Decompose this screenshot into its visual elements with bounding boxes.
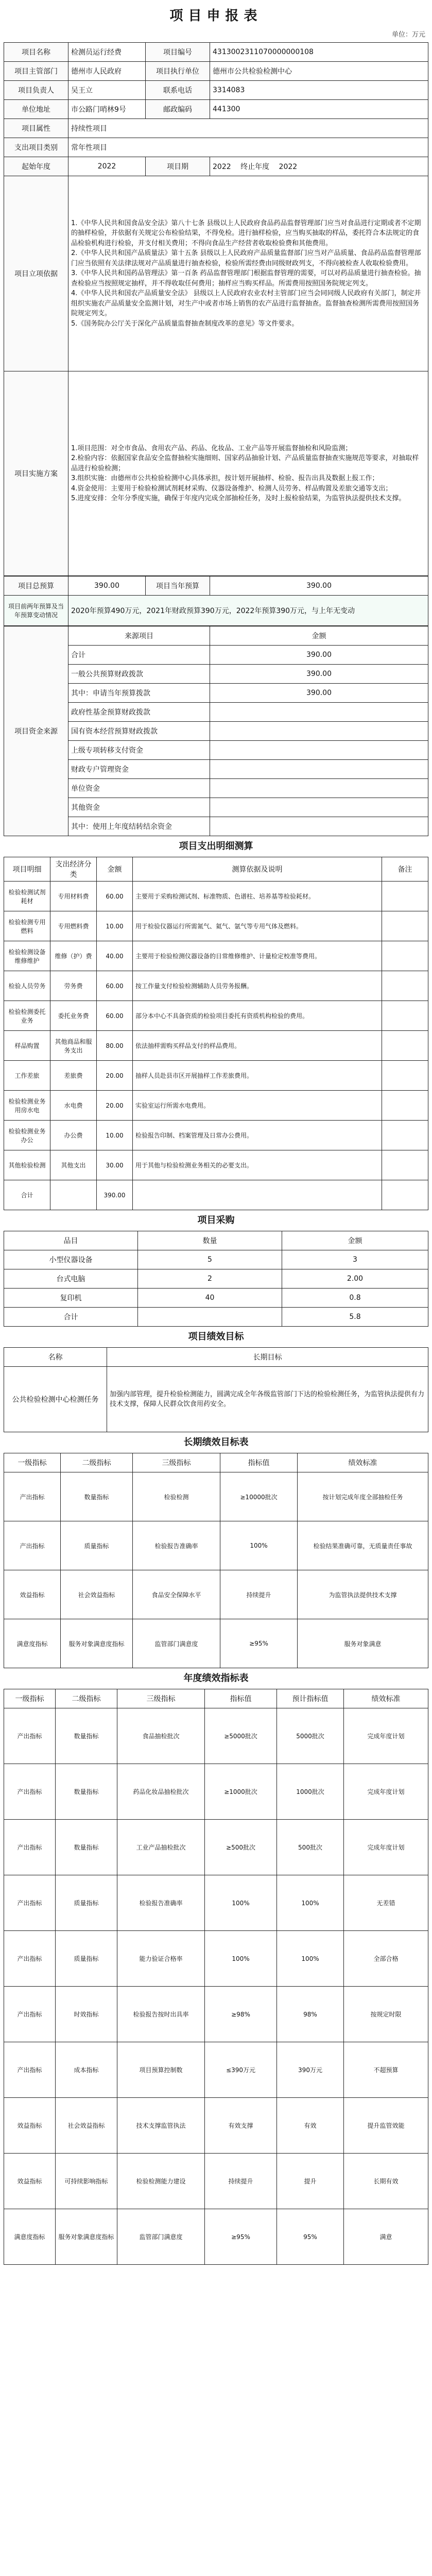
detail-row [4,1001,428,1031]
detail-note [382,1150,428,1180]
yr-header: 指标值 [205,1689,277,1708]
yr-exp: 100% [277,1931,344,1987]
yr-exp: 98% [277,1987,344,2042]
funding-amount: 390.00 [210,646,428,665]
perf-goal-text: 加强内部管理，提升检验检测能力，圆满完成全年各级监管部门下达的检验检测任务，为监管执法提供有力技术支撑，保障人民群众饮食用药安全。 [107,1367,428,1432]
lt-header: 指标值 [220,1453,298,1472]
lt-header: 一级指标 [4,1453,61,1472]
yr-l1: 产出指标 [4,2042,56,2098]
proc-amount: 3 [282,1250,428,1269]
yr-title: 年度绩效指标表 [183,1673,249,1684]
lt-l3: 食品安全保障水平 [133,1570,220,1619]
detail-amount: 20.00 [97,1091,133,1121]
detail-desc: 检验报告印制、档案管理及日常办公费用。 [133,1121,382,1150]
funding-source: 一般公共预算财政拨款 [68,665,210,684]
funding-amount [210,779,428,798]
yr-l3: 能力验证合格率 [117,1931,205,1987]
yr-l1: 产出指标 [4,1820,56,1875]
detail-desc: 抽样人员赴县市区开展抽样工作差旅费用。 [133,1061,382,1091]
detail-amount: 60.00 [97,971,133,1001]
funding-amount [210,817,428,836]
funding-source: 其中：使用上年度结转结余资金 [68,817,210,836]
yr-val: ≤390万元 [205,2042,277,2098]
yr-val: ≥95% [205,2209,277,2265]
proc-row [4,1289,428,1308]
detail-amount: 60.00 [97,882,133,911]
perf-goal-table [4,1347,428,1432]
yr-exp: 5000批次 [277,1708,344,1764]
yr-std: 全部合格 [344,1931,428,1987]
funding-amount: 390.00 [210,665,428,684]
detail-note [382,1180,428,1210]
yr-l2: 数量指标 [56,1820,117,1875]
yr-l3: 检验报告按时出具率 [117,1987,205,2042]
detail-desc [133,1180,382,1210]
proc-header: 金额 [282,1231,428,1250]
detail-cls: 专用燃料费 [50,911,97,941]
proc-header: 品目 [4,1231,138,1250]
yr-l3: 监管部门满意度 [117,2209,205,2265]
basic-info-table [4,42,428,576]
lt-l3: 监管部门满意度 [133,1619,220,1668]
detail-desc: 主要用于采购检测试剂、标准物质、色谱柱、培养基等检验耗材。 [133,882,382,911]
yr-l1: 效益指标 [4,2098,56,2154]
yr-exp: 提升 [277,2154,344,2209]
address-label: 单位地址 [4,100,68,119]
name-label: 项目名称 [4,43,68,62]
detail-header: 支出经济分类 [50,857,97,882]
yr-std: 完成年度计划 [344,1764,428,1820]
budget-total-label: 项目总预算 [4,577,68,596]
project-name: 检测员运行经费 [68,43,146,62]
yr-header: 绩效标准 [344,1689,428,1708]
yr-l1: 产出指标 [4,1987,56,2042]
phone-label: 联系电话 [146,81,210,100]
yr-std: 满意 [344,2209,428,2265]
page [4,0,428,2265]
detail-amount: 10.00 [97,1121,133,1150]
lt-val: ≥95% [220,1619,298,1668]
period-label: 项目期 [146,157,210,176]
yr-row [4,1987,428,2042]
budget-year-label: 项目当年预算 [146,577,210,596]
funding-amount [210,722,428,741]
lt-l3: 检验检测 [133,1472,220,1521]
yr-l3: 药品化妆品抽检批次 [117,1764,205,1820]
project-exec: 德州市公共检验检测中心 [210,62,428,81]
detail-desc: 依法抽样需购买样品支付的样品费用。 [133,1031,382,1061]
project-period: 2022 [213,163,231,171]
lt-val: 100% [220,1521,298,1570]
dept-label: 项目主管部门 [4,62,68,81]
proc-item: 小型仪器设备 [4,1250,138,1269]
yr-val: ≥98% [205,1987,277,2042]
yr-l2: 成本指标 [56,2042,117,2098]
lt-l1: 效益指标 [4,1570,61,1619]
detail-note [382,1091,428,1121]
yr-l2: 数量指标 [56,1708,117,1764]
unit-label: 单位：万元 [391,31,425,39]
detail-row [4,1150,428,1180]
budget-table [4,576,428,626]
detail-row [4,1061,428,1091]
detail-amount: 60.00 [97,1001,133,1031]
detail-header: 备注 [382,857,428,882]
yr-l2: 社会效益指标 [56,2098,117,2154]
yr-exp: 有效 [277,2098,344,2154]
lt-val: 持续提升 [220,1570,298,1619]
yr-l3: 检验检测能力建设 [117,2154,205,2209]
yr-exp: 1000批次 [277,1764,344,1820]
yr-l2: 数量指标 [56,1764,117,1820]
yr-l2: 质量指标 [56,1931,117,1987]
yr-table [4,1689,428,2265]
yr-exp: 500批次 [277,1820,344,1875]
yr-val: ≥5000批次 [205,1708,277,1764]
proc-item: 合计 [4,1308,138,1327]
lt-l1: 满意度指标 [4,1619,61,1668]
detail-note [382,1121,428,1150]
funding-source: 国有资本经营预算财政拨款 [68,722,210,741]
funding-source: 单位资金 [68,779,210,798]
project-start: 2022 [68,157,146,176]
yr-l2: 质量指标 [56,1875,117,1931]
detail-desc: 主要用于检验检测仪器设备的日常维修维护、计量检定校准等费用。 [133,941,382,971]
detail-row [4,911,428,941]
yr-row [4,1764,428,1820]
lt-l1: 产出指标 [4,1472,61,1521]
yr-l2: 时效指标 [56,1987,117,2042]
lt-header: 绩效标准 [298,1453,428,1472]
budget-year: 390.00 [210,577,428,596]
yr-val: 100% [205,1931,277,1987]
funding-label: 项目资金来源 [4,626,68,836]
funding-table [4,626,428,836]
yr-l1: 效益指标 [4,2154,56,2209]
yr-l1: 产出指标 [4,1708,56,1764]
funding-source: 合计 [68,646,210,665]
budget-prev: 2020年预算490万元，2021年财政预算390万元，2022年预算390万元，与上年无变动 [68,596,428,626]
yr-exp: 100% [277,1875,344,1931]
perf-title: 项目绩效目标 [188,1331,244,1342]
detail-desc: 按工作量支付检验检测辅助人员劳务报酬。 [133,971,382,1001]
detail-cls: 专用材料费 [50,882,97,911]
yr-val: 持续提升 [205,2154,277,2209]
yr-l2: 服务对象满意度指标 [56,2209,117,2265]
detail-header: 测算依据及说明 [133,857,382,882]
detail-item: 检验检测委托业务 [4,1001,50,1031]
yr-l1: 产出指标 [4,1764,56,1820]
proc-amount: 0.8 [282,1289,428,1308]
lt-l3: 检验报告准确率 [133,1521,220,1570]
detail-cls: 劳务费 [50,971,97,1001]
lt-row [4,1570,428,1619]
detail-note [382,882,428,911]
detail-row [4,1031,428,1061]
detail-desc: 部分本中心不具备资质的检验项目委托有资质机构检验的费用。 [133,1001,382,1031]
lt-std: 服务对象满意 [298,1619,428,1668]
lt-header: 二级指标 [61,1453,133,1472]
lt-l2: 服务对象满意度指标 [61,1619,133,1668]
funding-amount [210,741,428,760]
detail-row [4,882,428,911]
leader-label: 项目负责人 [4,81,68,100]
yr-l3: 食品抽检批次 [117,1708,205,1764]
detail-row [4,971,428,1001]
lt-table [4,1453,428,1668]
yr-row [4,2209,428,2265]
budget-total: 390.00 [68,577,146,596]
lt-l2: 质量指标 [61,1521,133,1570]
project-code: 4313002311070000000108 [210,43,428,62]
detail-desc: 实验室运行所需水电费用。 [133,1091,382,1121]
yr-l3: 技术支撑监管执法 [117,2098,205,2154]
implement-label: 项目实施方案 [4,371,68,576]
yr-l3: 项目预算控制数 [117,2042,205,2098]
page-title: 项目申报表 [169,8,263,24]
yr-l3: 工业产品抽检批次 [117,1820,205,1875]
yr-exp: 390万元 [277,2042,344,2098]
detail-item: 工作差旅 [4,1061,50,1091]
proc-row [4,1308,428,1327]
yr-std: 按规定时限 [344,1987,428,2042]
project-address: 市公路门哨林9号 [68,100,146,119]
yr-row [4,2042,428,2098]
detail-note [382,941,428,971]
yr-std: 无差错 [344,1875,428,1931]
proc-amount: 5.8 [282,1308,428,1327]
yr-header: 预计指标值 [277,1689,344,1708]
yr-row [4,1931,428,1987]
yr-header: 三级指标 [117,1689,205,1708]
yr-val: ≥500批次 [205,1820,277,1875]
yr-std: 完成年度计划 [344,1708,428,1764]
proc-amount: 2.00 [282,1269,428,1289]
exec-label: 项目执行单位 [146,62,210,81]
yr-header: 一级指标 [4,1689,56,1708]
perf-goal-name: 公共检验检测中心检测任务 [4,1367,107,1432]
lt-row [4,1472,428,1521]
detail-note [382,911,428,941]
detail-row [4,941,428,971]
lt-std: 为监管执法提供技术支撑 [298,1570,428,1619]
yr-exp: 95% [277,2209,344,2265]
lt-l1: 产出指标 [4,1521,61,1570]
property-label: 项目属性 [4,119,68,138]
procurement-table [4,1231,428,1327]
end-label: 终止年度 [240,163,270,171]
yr-std: 完成年度计划 [344,1820,428,1875]
detail-desc: 用于检验仪器运行所需氮气、氦气、氩气等专用气体及燃料。 [133,911,382,941]
procurement-title: 项目采购 [197,1215,235,1226]
yr-l3: 检验报告准确率 [117,1875,205,1931]
project-category: 常年性项目 [68,138,428,157]
project-dept: 德州市人民政府 [68,62,146,81]
detail-cls: 委托业务费 [50,1001,97,1031]
detail-item: 检验人员劳务 [4,971,50,1001]
detail-amount: 390.00 [97,1180,133,1210]
detail-row [4,1180,428,1210]
detail-item: 检验检测试剂耗材 [4,882,50,911]
detail-cls: 维修（护）费 [50,941,97,971]
proc-header: 数量 [138,1231,282,1250]
funding-head-source: 来源项目 [68,626,210,646]
funding-amount: 390.00 [210,684,428,703]
funding-source: 其他资金 [68,798,210,817]
lt-row [4,1619,428,1668]
detail-cls: 其他支出 [50,1150,97,1180]
detail-desc: 用于其他与检验检测业务相关的必要支出。 [133,1150,382,1180]
detail-note [382,971,428,1001]
funding-head-amount: 金额 [210,626,428,646]
yr-val: 100% [205,1875,277,1931]
yr-std: 不超预算 [344,2042,428,2098]
period-cell [210,157,428,176]
funding-amount [210,760,428,779]
lt-std: 按计划完成年度全部抽检任务 [298,1472,428,1521]
start-label: 起始年度 [4,157,68,176]
detail-cls: 水电费 [50,1091,97,1121]
yr-l2: 可持续影响指标 [56,2154,117,2209]
project-end: 2022 [279,163,298,171]
detail-cls: 其他商品和服务支出 [50,1031,97,1061]
yr-row [4,1875,428,1931]
code-label: 项目编号 [146,43,210,62]
lt-row [4,1521,428,1570]
yr-std: 提升监管效能 [344,2098,428,2154]
proc-item: 复印机 [4,1289,138,1308]
detail-amount: 80.00 [97,1031,133,1061]
proc-item: 台式电脑 [4,1269,138,1289]
yr-row [4,2098,428,2154]
detail-item: 样品购置 [4,1031,50,1061]
proc-qty [138,1308,282,1327]
funding-amount [210,798,428,817]
lt-l2: 社会效益指标 [61,1570,133,1619]
lt-val: ≥10000批次 [220,1472,298,1521]
detail-note [382,1061,428,1091]
detail-item: 检验检测设备维修维护 [4,941,50,971]
detail-cls: 差旅费 [50,1061,97,1091]
funding-source: 财政专户管理资金 [68,760,210,779]
funding-source: 上级专项转移支付资金 [68,741,210,760]
funding-amount [210,703,428,722]
category-label: 支出项目类别 [4,138,68,157]
detail-note [382,1001,428,1031]
budget-prev-label: 项目前两年预算及当年预算变动情况 [4,596,68,626]
detail-amount: 20.00 [97,1061,133,1091]
yr-std: 长期有效 [344,2154,428,2209]
zip-label: 邮政编码 [146,100,210,119]
detail-item: 检验检测业务用房水电 [4,1091,50,1121]
project-property: 持续性项目 [68,119,428,138]
detail-header: 项目明细 [4,857,50,882]
detail-item: 检验检测专用燃料 [4,911,50,941]
proc-row [4,1269,428,1289]
yr-row [4,2154,428,2209]
detail-item: 检验检测业务办公 [4,1121,50,1150]
project-phone: 3314083 [210,81,428,100]
yr-val: ≥1000批次 [205,1764,277,1820]
proc-qty: 2 [138,1269,282,1289]
funding-source: 政府性基金预算财政拨款 [68,703,210,722]
proc-qty: 5 [138,1250,282,1269]
yr-header: 二级指标 [56,1689,117,1708]
funding-source: 其中：申请当年预算拨款 [68,684,210,703]
detail-amount: 10.00 [97,911,133,941]
perf-head-name: 名称 [4,1348,107,1367]
yr-row [4,1820,428,1875]
detail-cls: 办公费 [50,1121,97,1150]
yr-l1: 产出指标 [4,1875,56,1931]
lt-l2: 数量指标 [61,1472,133,1521]
proc-row [4,1250,428,1269]
yr-l1: 产出指标 [4,1931,56,1987]
proc-qty: 40 [138,1289,282,1308]
basis-label: 项目立项依据 [4,176,68,371]
detail-table [4,857,428,1210]
detail-item: 其他检验检测 [4,1150,50,1180]
detail-header: 金额 [97,857,133,882]
project-zip: 441300 [210,100,428,119]
detail-title: 项目支出明细测算 [179,841,253,852]
detail-cls [50,1180,97,1210]
lt-std: 检验结果准确可靠，无质量责任事故 [298,1521,428,1570]
detail-item: 合计 [4,1180,50,1210]
project-leader: 吴王立 [68,81,146,100]
implement-text: 1.项目范围：对全市食品、食用农产品、药品、化妆品、工业产品等开展监督抽检和风险监测； 2.检验内容：依据国家食品安全监督抽检实施细则、国家药品抽验计划、产品质量监督抽查实施规范等要求，对抽取样品进行检验检测； 3.组织实施：由德州市公共检验检测中心具体承担，按计划开展抽样、检验、报告出具及数据上报工作； 4.资金使用：主要用于检验检测试剂耗材采购、仪器设备维护、检测人员劳务、样品购置及差旅交通等支出； 5.进度安排：全年分季度实施，确保于年度内完成全部抽检任务，及时上报检验结果，为监管执法提供技术支撑。 [68,371,428,576]
detail-amount: 40.00 [97,941,133,971]
perf-head-goal: 长期目标 [107,1348,428,1367]
lt-header: 三级指标 [133,1453,220,1472]
detail-row [4,1121,428,1150]
detail-row [4,1091,428,1121]
lt-title: 长期绩效目标表 [183,1437,249,1448]
detail-amount: 30.00 [97,1150,133,1180]
yr-val: 有效支撑 [205,2098,277,2154]
yr-l1: 满意度指标 [4,2209,56,2265]
basis-text: 1.《中华人民共和国食品安全法》第八十七条 县级以上人民政府食品药品监督管理部门应当对食品进行定期或者不定期的抽样检验，并依据有关规定公布检验结果，不得免检。进行抽样检验，应当购买抽取的样品，委托符合本法规定的食品检验机构进行检验，并支付相关费用；不得向食品生产经营者收取检验费和其他费用。 2.《中华人民共和国产品质量法》第十五条 县级以上人民政府产品质量监督部门应当对产品质量、食品药品监督管理部门应当依照有关法律法规对产品质量进行抽查检验，检验所需经费由同级财政列支，不得向被检查人收取检验费用。 3.《中华人民共和国药品管理法》第一百条 药品监督管理部门根据监督管理的需要，可以对药品质量进行抽查检验。抽查检验应当按照规定抽样，并不得收取任何费用；抽样应当购买样品。所需费用按照国务院规定列支。 4.《中华人民共和国农产品质量安全法》 县级以上人民政府农业农村主管部门应当会同同级人民政府有关部门，制定并组织实施农产品质量安全监测计划，对生产中或者市场上销售的农产品进行监督抽查。监督抽查检测所需费用按照国务院规定列支。 5.《国务院办公厅关于深化产品质量监督抽查制度改革的意见》等文件要求。 [68,176,428,371]
yr-row [4,1708,428,1764]
detail-note [382,1031,428,1061]
